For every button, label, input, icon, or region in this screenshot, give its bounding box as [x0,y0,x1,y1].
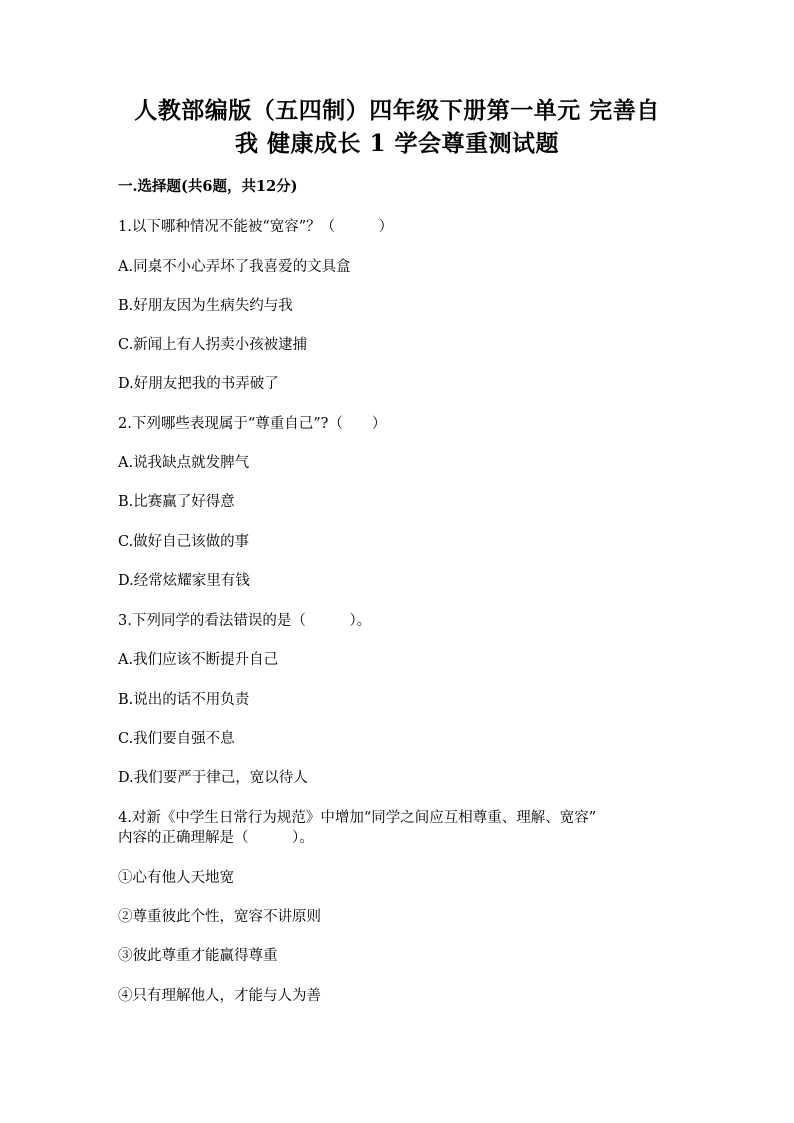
question-3-stem: 3.下列同学的看法错误的是（ ）。 [118,613,372,629]
question-2-option-b: B.比赛赢了好得意 [118,494,235,510]
question-2-stem: 2.下列哪些表现属于“尊重自己”?（ ） [118,416,387,432]
question-4-stem-line-2: 内容的正确理解是（ ）。 [118,830,314,846]
question-2-option-c: C.做好自己该做的事 [118,534,250,550]
question-4-option-3: ③彼此尊重才能赢得尊重 [118,948,278,964]
question-3-option-a: A.我们应该不断提升自己 [118,652,279,668]
question-4-option-1: ①心有他人天地宽 [118,870,234,886]
question-4-option-4: ④只有理解他人，才能与人为善 [118,988,321,1004]
question-3-option-b: B.说出的话不用负责 [118,692,250,708]
question-2-option-a: A.说我缺点就发脾气 [118,455,250,471]
document-title-line-1: 人教部编版（五四制）四年级下册第一单元 完善自 [134,97,660,124]
section-heading: 一.选择题(共6题，共12分) [118,178,298,195]
question-1-option-b: B.好朋友因为生病失约与我 [118,298,293,314]
question-3-option-d: D.我们要严于律己，宽以待人 [118,770,308,786]
question-1-option-c: C.新闻上有人拐卖小孩被逮捕 [118,337,308,353]
document-title-line-2: 我 健康成长 1 学会尊重测试题 [234,130,560,157]
question-3-option-c: C.我们要自强不息 [118,731,235,747]
question-1-option-a: A.同桌不小心弄坏了我喜爱的文具盒 [118,259,351,275]
question-4-option-2: ②尊重彼此个性，宽容不讲原则 [118,909,321,925]
question-4-stem-line-1: 4.对新《中学生日常行为规范》中增加“同学之间应互相尊重、理解、宽容” [118,810,597,826]
question-1-option-d: D.好朋友把我的书弄破了 [118,376,279,392]
question-1-stem: 1.以下哪种情况不能被“宽容”？（ ） [118,219,394,235]
question-2-option-d: D.经常炫耀家里有钱 [118,573,250,589]
